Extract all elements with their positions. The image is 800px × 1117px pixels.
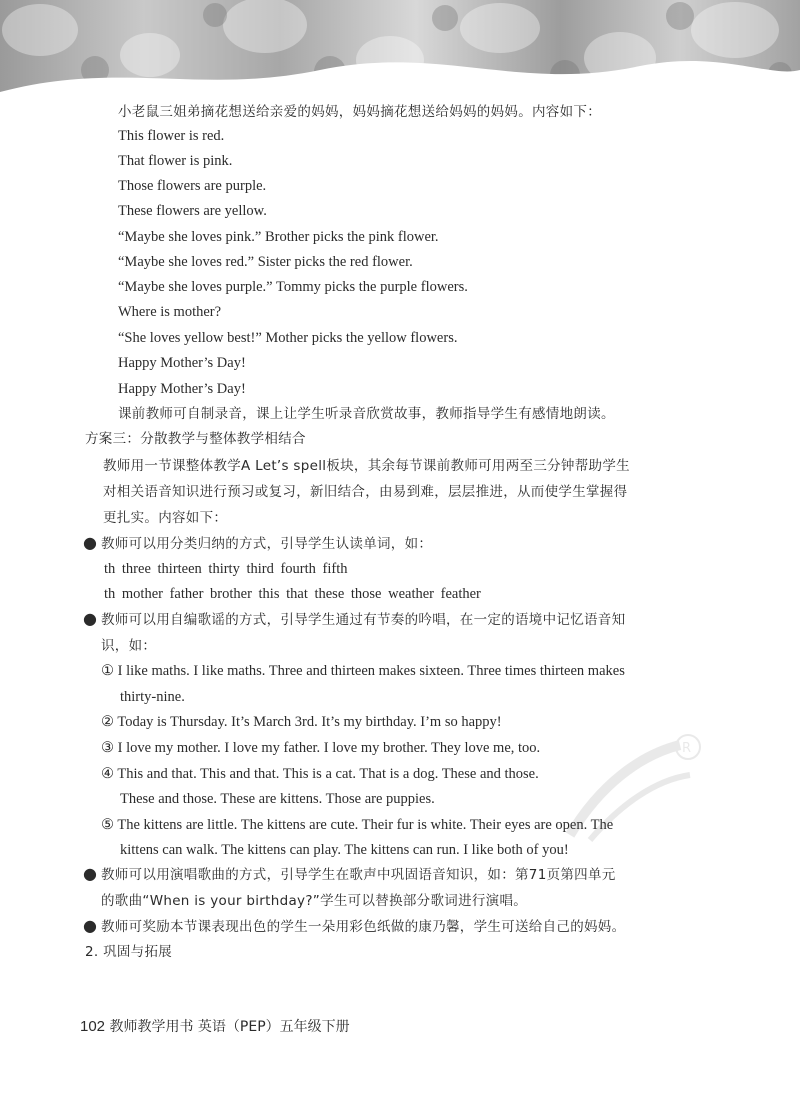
bullet3-text-b: 的歌曲“When is your birthday?”学生可以替换部分歌词进行演唱。 [101, 893, 528, 909]
bullet-icon: ● [83, 609, 97, 628]
bullet2-text-b: 识，如： [101, 638, 157, 654]
floral-pattern-icon [0, 0, 800, 92]
svg-text:R: R [682, 741, 692, 756]
page-number: 102 [80, 1018, 106, 1035]
chant-3: ③ I love my mother. I love my father. I love my brother. They love me, too. [101, 740, 541, 756]
plan3-para-line-2: 对相关语音知识进行预习或复习，新旧结合，由易到难，层层推进，从而使学生掌握得 [103, 484, 628, 500]
chant-5-line-a: ⑤ The kittens are little. The kittens are cute. Their fur is white. Their eyes are open. The [101, 817, 614, 833]
story-line-1: This flower is red. [118, 128, 225, 144]
words-list-2: th mother father brother this that these those weather feather [104, 586, 481, 602]
bullet-icon: ● [83, 533, 97, 552]
chant-5-line-b: kittens can walk. The kittens can play. The kittens can run. I like both of you! [120, 842, 569, 858]
bullet-icon: ● [83, 916, 97, 935]
story-line-8: Where is mother? [118, 304, 222, 320]
story-line-7: “Maybe she loves purple.” Tommy picks the purple flowers. [118, 279, 468, 295]
chant-1-line-a: ① I like maths. I like maths. Three and thirteen makes sixteen. Three times thirteen makes [101, 663, 625, 679]
chant-2: ② Today is Thursday. It’s March 3rd. It’s my birthday. I’m so happy! [101, 714, 502, 730]
words-list-1: th three thirteen thirty third fourth fifth [104, 561, 348, 577]
story-line-3: Those flowers are purple. [118, 178, 267, 194]
plan3-heading: 方案三：分散教学与整体教学相结合 [85, 431, 306, 447]
chant-4-line-b: These and those. These are kittens. Those are puppies. [120, 791, 435, 807]
story-line-2: That flower is pink. [118, 153, 233, 169]
story-line-4: These flowers are yellow. [118, 203, 267, 219]
plan3-para-line-1: 教师用一节课整体教学A Let’s spell板块，其余每节课前教师可用两至三分钟帮助学生 [103, 458, 630, 474]
registered-mark-watermark-icon [560, 725, 710, 845]
bullet2-text-a: 教师可以用自编歌谣的方式，引导学生通过有节奏的吟唱，在一定的语境中记忆语音知 [101, 612, 626, 628]
story-intro: 小老鼠三姐弟摘花想送给亲爱的妈妈，妈妈摘花想送给妈妈的妈妈。内容如下： [118, 104, 601, 120]
story-line-10: Happy Mother’s Day! [118, 355, 246, 371]
story-note: 课前教师可自制录音，课上让学生听录音欣赏故事，教师指导学生有感情地朗读。 [118, 406, 615, 422]
bullet4-text: 教师可奖励本节课表现出色的学生一朵用彩色纸做的康乃馨，学生可送给自己的妈妈。 [101, 919, 626, 935]
story-line-11: Happy Mother’s Day! [118, 381, 246, 397]
story-line-5: “Maybe she loves pink.” Brother picks the pink flower. [118, 229, 439, 245]
chant-1-line-b: thirty-nine. [120, 689, 185, 705]
plan3-para-line-3: 更扎实。内容如下： [103, 510, 228, 526]
bullet-icon: ● [83, 864, 97, 883]
page-footer [80, 1016, 350, 1036]
book-title: 教师教学用书 英语（PEP）五年级下册 [109, 1019, 350, 1035]
header-floral-band [0, 0, 800, 92]
section-2-heading: 2. 巩固与拓展 [85, 944, 173, 960]
chant-4-line-a: ④ This and that. This and that. This is a cat. That is a dog. These and those. [101, 766, 539, 782]
story-line-6: “Maybe she loves red.” Sister picks the red flower. [118, 254, 413, 270]
story-line-9: “She loves yellow best!” Mother picks the yellow flowers. [118, 330, 458, 346]
bullet1-text: 教师可以用分类归纳的方式，引导学生认读单词，如： [101, 536, 433, 552]
bullet3-text-a: 教师可以用演唱歌曲的方式，引导学生在歌声中巩固语音知识，如：第71页第四单元 [101, 867, 616, 883]
